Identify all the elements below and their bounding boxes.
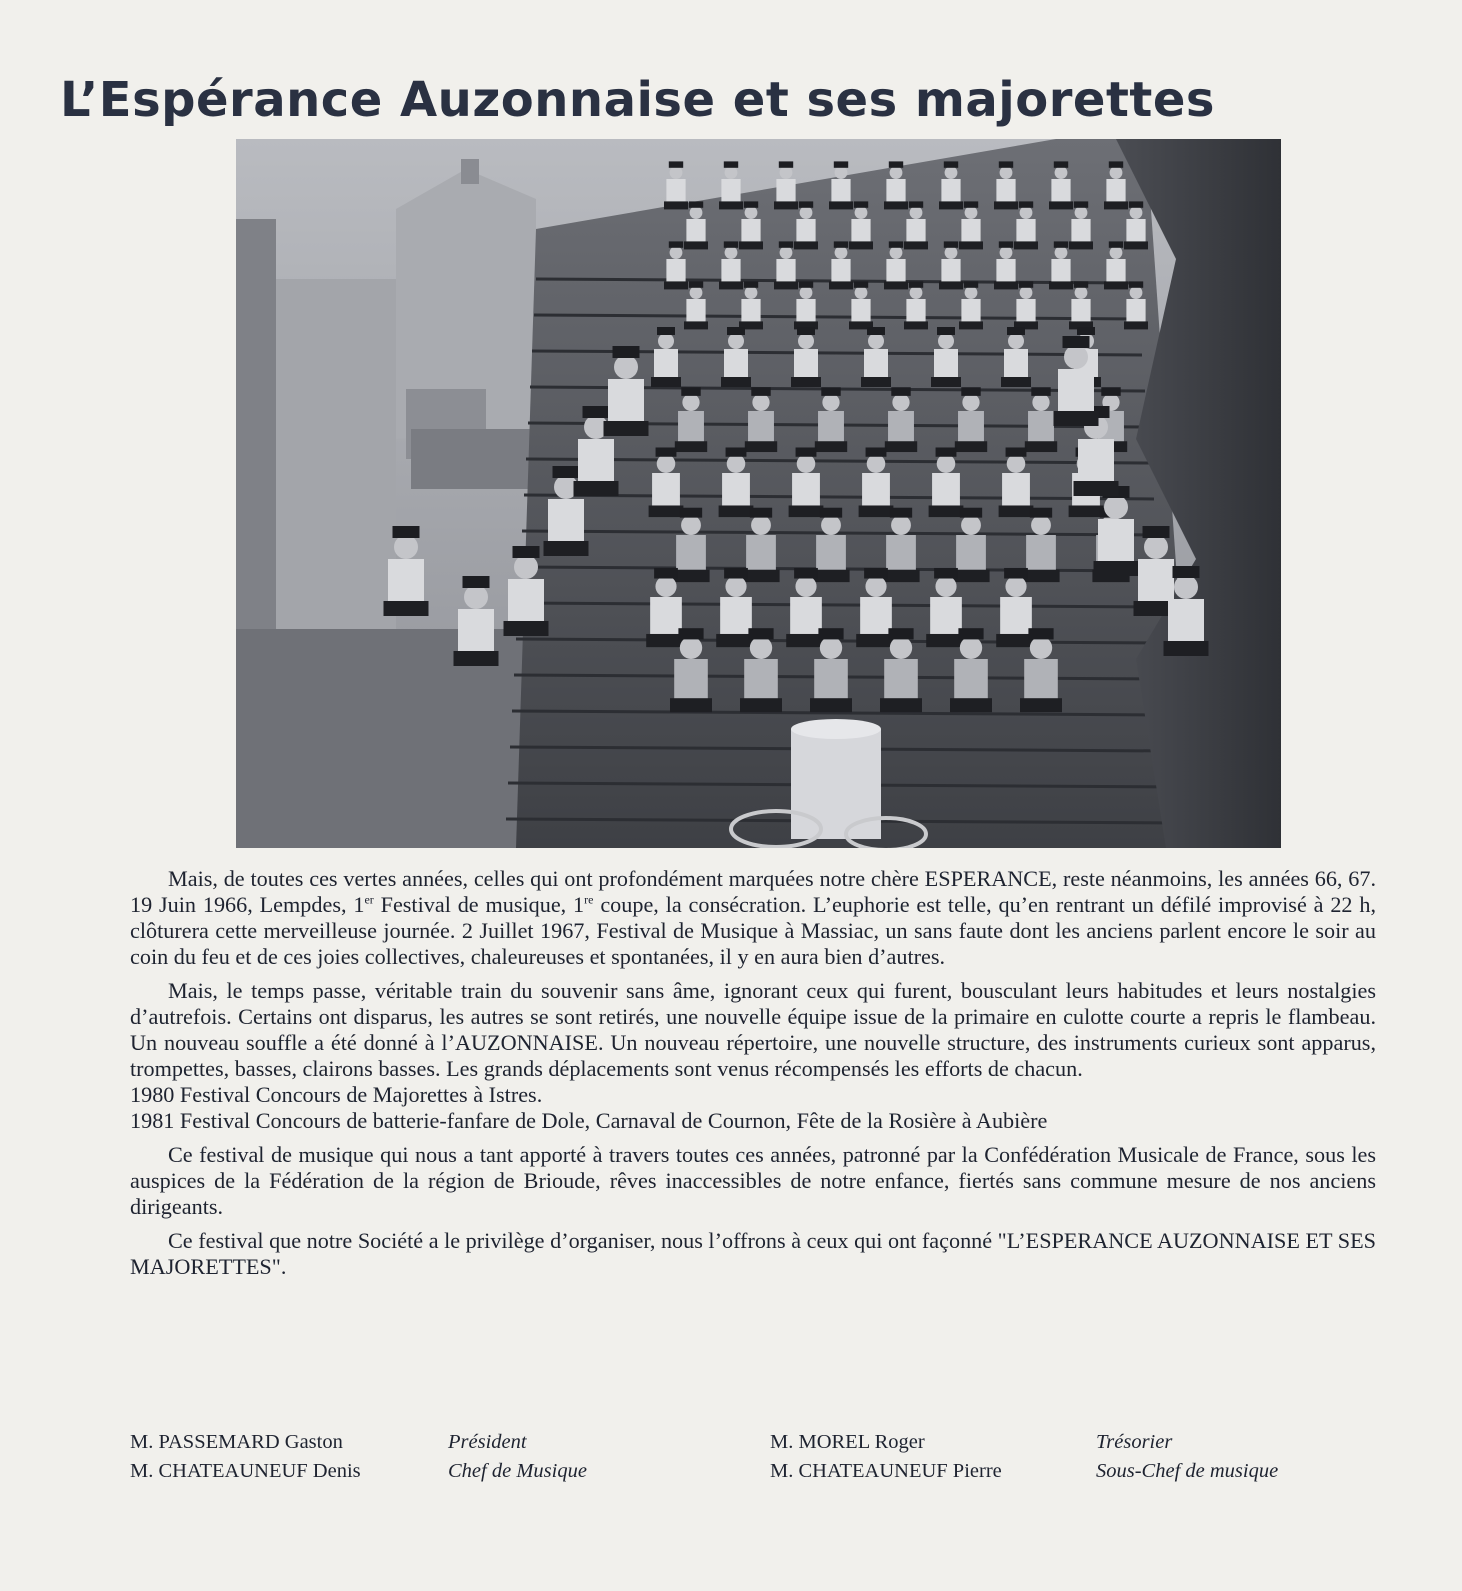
page-title: L’Espérance Auzonnaise et ses majorettes xyxy=(60,72,1215,129)
officers-row-1 xyxy=(130,1428,1376,1457)
officer-name-president: M. PASSEMARD Gaston xyxy=(130,1431,343,1453)
officers-list xyxy=(130,1428,1376,1486)
paragraph-1-part-a: Mais, de toutes ces vertes années, celles qui ont profondément marquées notre chère ESPERANCE, reste néanmoins, les années 66, 67. 19 Juin 1966, Lempdes, 1 xyxy=(130,866,1376,917)
line-1980: 1980 Festival Concours de Majorettes à Istres. xyxy=(130,1082,543,1107)
paragraph-3: Ce festival de musique qui nous a tant apporté à travers toutes ces années, patronné par la Confédération Musicale de France, sous les auspices de la Fédération de la région de Brioude, rêves inaccessibles de notre enfance, fiertés sans commune mesure de nos anciens dirigeants. xyxy=(130,1142,1376,1219)
paragraph-2: Mais, le temps passe, véritable train du souvenir sans âme, ignorant ceux qui furent, bousculant leurs habitudes et leurs nostalgies d’autrefois. Certains ont disparus, les autres se sont retirés, une nouvelle équipe issue de la primaire en culotte courte a repris le flambeau. Un nouveau souffle a été donné à l’AUZONNAISE. Un nouveau répertoire, une nouvelle structure, des instruments curieux sont apparus, trompettes, basses, clairons basses. Les grands déplacements sont venus récompensés les efforts de chacun. xyxy=(130,978,1376,1081)
officer-role-sous-chef: Sous-Chef de musique xyxy=(1096,1460,1279,1482)
paragraph-1-part-b: Festival de musique, 1 xyxy=(373,892,585,917)
officers-row-2 xyxy=(130,1457,1376,1486)
line-1981: 1981 Festival Concours de batterie-fanfare de Dole, Carnaval de Cournon, Fête de la Rosière à Aubière xyxy=(130,1108,1048,1133)
officer-role-president: Président xyxy=(448,1431,527,1453)
officer-name-chef: M. CHATEAUNEUF Denis xyxy=(130,1460,361,1482)
paragraph-1 xyxy=(130,866,1376,970)
officer-name-sous-chef: M. CHATEAUNEUF Pierre xyxy=(770,1460,1002,1482)
superscript-re: re xyxy=(584,892,594,907)
officer-role-chef: Chef de Musique xyxy=(448,1460,587,1482)
officer-name-tresorier: M. MOREL Roger xyxy=(770,1431,925,1453)
group-photo-icon xyxy=(236,139,1281,848)
paragraph-1-part-c: coupe, la consécration. L’euphorie est telle, qu’en rentrant un défilé improvisé à 22 h, clôturera cette merveilleuse journée. 2 Juillet 1967, Festival de Musique à Massiac, un sans faute dont les anciens parlent encore le soir au coin du feu et de ces joies collectives, chaleureuses et spontanées, il y en aura bien d’autres. xyxy=(130,892,1376,969)
officer-role-tresorier: Trésorier xyxy=(1096,1431,1173,1453)
paragraph-4: Ce festival que notre Société a le privilège d’organiser, nous l’offrons à ceux qui ont façonné "L’ESPERANCE AUZONNAISE ET SES MAJORETTES". xyxy=(130,1228,1376,1279)
group-photo xyxy=(236,139,1281,848)
superscript-er: er xyxy=(364,892,374,907)
article-body xyxy=(130,866,1376,1288)
